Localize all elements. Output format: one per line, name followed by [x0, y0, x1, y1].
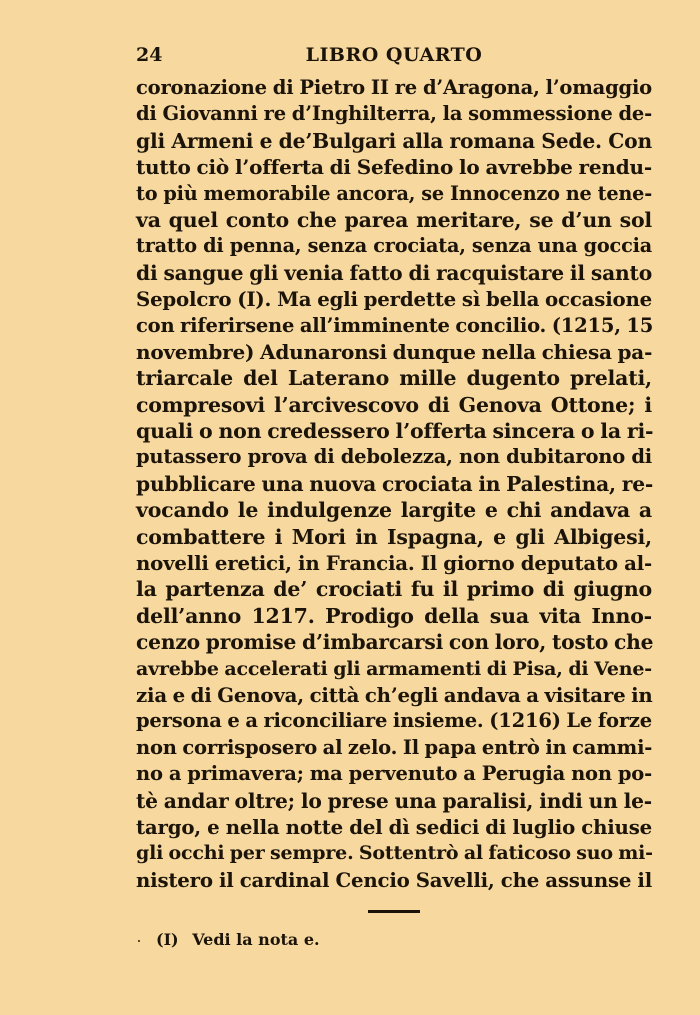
footnote-marker: (I)	[156, 930, 179, 949]
body-text	[136, 75, 652, 893]
text-line: putassero prova di debolezza, non dubitarono di	[136, 445, 652, 469]
text-line: gli occhi per sempre. Sottentrò al faticoso suo mi-	[136, 842, 653, 865]
text-line: persona e a riconciliare insieme. (1216) Le forze	[136, 709, 652, 733]
text-line: no a primavera; ma pervenuto a Perugia non po-	[136, 762, 652, 786]
text-line: combattere i Mori in Ispagna, e gli Albigesi,	[136, 524, 652, 549]
text-line: to più memorabile ancora, se Innocenzo ne tene-	[136, 181, 652, 205]
text-line: pubblicare una nuova crociata in Palestina, re-	[136, 471, 654, 496]
text-line: tè andar oltre; lo prese una paralisi, indi un le-	[136, 788, 652, 813]
text-line: vocando le indulgenze largite e chi andava a	[136, 498, 652, 523]
footnote-text: Vedi la nota e.	[192, 930, 320, 949]
text-line: Sepolcro (I). Ma egli perdette sì bella occasione	[136, 287, 652, 312]
text-line: con riferirsene all’imminente concilio. (1215, 15	[136, 313, 654, 337]
text-line: novembre) Adunaronsi dunque nella chiesa pa-	[136, 339, 653, 364]
running-head: LIBRO QUARTO	[305, 44, 483, 66]
text-line: gli Armeni e de’Bulgari alla romana Sede. Con	[136, 128, 652, 153]
text-line: novelli eretici, in Francia. Il giorno deputato al-	[136, 551, 652, 576]
text-line: quali o non credessero l’offerta sincera o la ri-	[136, 419, 654, 444]
text-line: compresovi l’arcivescovo di Genova Ottone; i	[136, 392, 652, 417]
text-line: nistero il cardinal Cencio Savelli, che assunse il	[136, 867, 652, 892]
text-line: triarcale del Laterano mille dugento prelati,	[136, 366, 652, 391]
text-line: di sangue gli venia fatto di racquistare il santo	[136, 260, 652, 285]
text-line: non corrisposero al zelo. Il papa entrò in cammi-	[136, 735, 653, 759]
text-line: di Giovanni re d’Inghilterra, la sommessione de-	[136, 102, 652, 126]
text-line: targo, e nella notte del dì sedici di luglio chiuse	[136, 814, 652, 839]
footnote-separator-rule	[368, 910, 420, 913]
text-line: cenzo promise d’imbarcarsi con loro, tosto che	[136, 630, 654, 655]
margin-mark	[138, 940, 140, 942]
page-number: 24	[136, 44, 163, 66]
text-line: coronazione di Pietro II re d’Aragona, l’omaggio	[136, 76, 652, 99]
text-line: la partenza de’ crociati fu il primo di giugno	[136, 577, 652, 602]
text-line: va quel conto che parea meritare, se d’un sol	[136, 207, 652, 232]
text-line: tutto ciò l’offerta di Sefedino lo avrebbe rendu-	[136, 155, 652, 180]
page-header	[136, 44, 652, 74]
text-line: zia e di Genova, città ch’egli andava a visitare in	[136, 682, 653, 707]
text-line: tratto di penna, senza crociata, senza una goccia	[136, 234, 652, 258]
footnote	[156, 930, 320, 949]
text-line: dell’anno 1217. Prodigo della sua vita Inno-	[136, 603, 652, 628]
text-line: avrebbe accelerati gli armamenti di Pisa, di Vene-	[136, 657, 652, 680]
